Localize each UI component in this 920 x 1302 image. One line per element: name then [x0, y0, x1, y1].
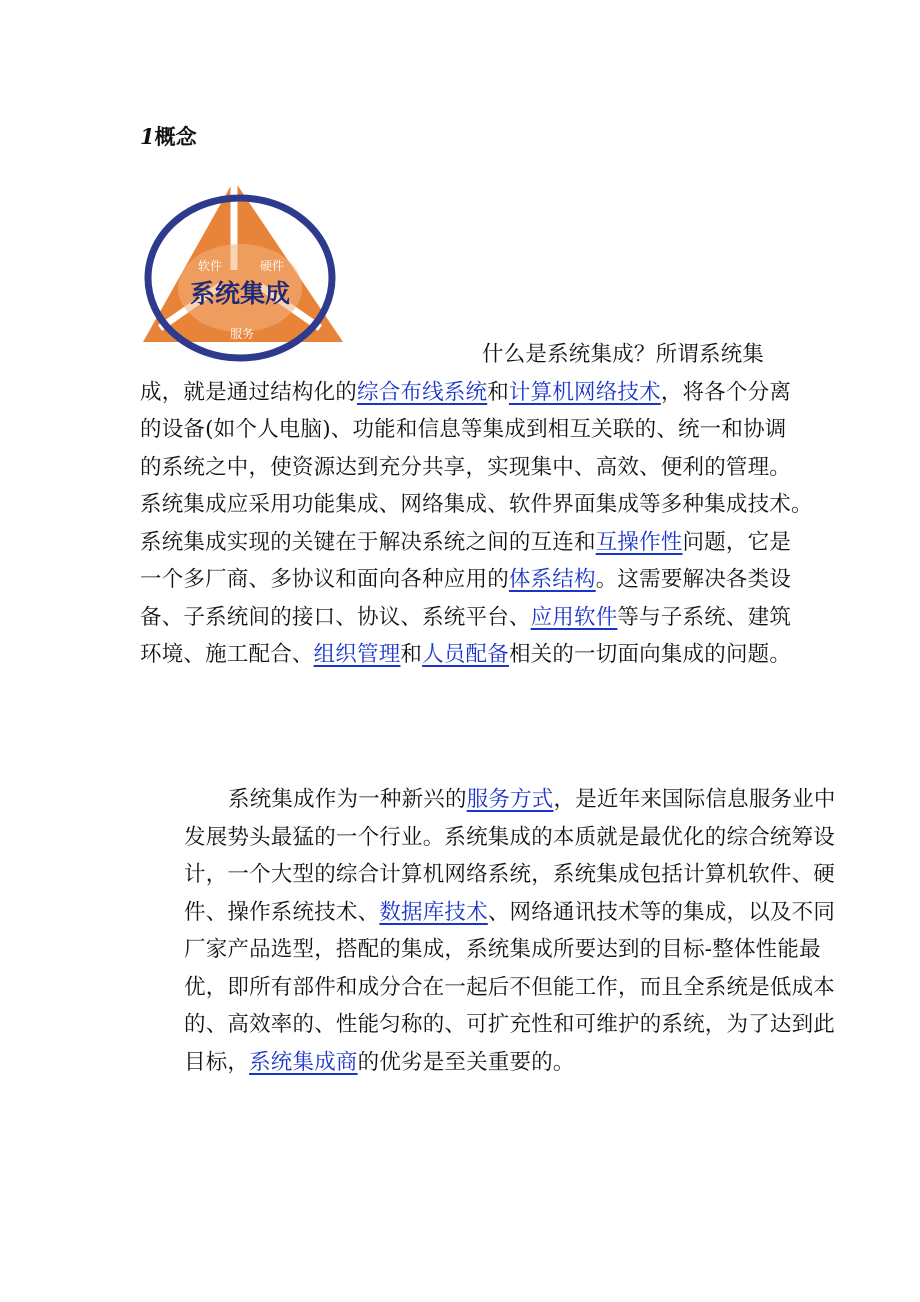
- text-line: 件、操作系统技术、数据库技术、网络通讯技术等的集成，以及不同: [184, 899, 836, 925]
- logo-bottom-text: 服务: [230, 327, 255, 341]
- section-heading: [140, 122, 197, 152]
- text-line: 厂家产品选型，搭配的集成，系统集成所要达到的目标-整体性能最: [184, 937, 821, 962]
- logo-right-text: 硬件: [260, 259, 285, 273]
- link-interoperability[interactable]: 互操作性: [595, 529, 683, 555]
- link-application-software[interactable]: 应用软件: [530, 604, 618, 630]
- text-line: 一个多厂商、多协议和面向各种应用的体系结构。这需要解决各类设: [140, 567, 792, 592]
- text-line: 系统集成作为一种新兴的服务方式，是近年来国际信息服务业中: [228, 787, 836, 812]
- link-system-integrator[interactable]: 系统集成商: [249, 1049, 358, 1075]
- text-line: 什么是系统集成？所谓系统集: [482, 342, 765, 367]
- link-network-technology[interactable]: 计算机网络技术: [508, 379, 661, 405]
- section-title: 概念: [154, 125, 197, 149]
- logo-center-text: 系统集成: [190, 279, 291, 308]
- link-staffing[interactable]: 人员配备: [422, 642, 509, 667]
- text-line: 的设备(如个人电脑)、功能和信息等集成到相互关联的、统一和协调: [140, 417, 787, 442]
- text-line: 环境、施工配合、组织管理和人员配备相关的一切面向集成的问题。: [140, 642, 792, 667]
- text-line: 目标，系统集成商的优劣是至关重要的。: [184, 1049, 575, 1075]
- text-line: 的、高效率的、性能匀称的、可扩充性和可维护的系统，为了达到此: [184, 1012, 836, 1037]
- section-number: 1: [140, 124, 155, 149]
- text-line: 发展势头最猛的一个行业。系统集成的本质就是最优化的综合统筹设: [184, 824, 836, 850]
- link-service-mode[interactable]: 服务方式: [466, 787, 554, 812]
- text-line: 系统集成应采用功能集成、网络集成、软件界面集成等多种集成技术。: [140, 492, 813, 517]
- paragraph-definition: [140, 336, 813, 674]
- text-line: 成，就是通过结构化的综合布线系统和计算机网络技术，将各个分离: [140, 379, 792, 405]
- link-architecture[interactable]: 体系结构: [508, 567, 596, 592]
- paragraph-industry: [140, 781, 836, 1081]
- text-line: 备、子系统间的接口、协议、系统平台、应用软件等与子系统、建筑: [140, 604, 792, 630]
- text-line: 计，一个大型的综合计算机网络系统，系统集成包括计算机软件、硬: [184, 862, 836, 887]
- text-line: 系统集成实现的关键在于解决系统之间的互连和互操作性问题，它是: [140, 529, 792, 555]
- link-organization-management[interactable]: 组织管理: [313, 642, 401, 667]
- link-database-technology[interactable]: 数据库技术: [379, 899, 488, 925]
- link-cabling-system[interactable]: 综合布线系统: [357, 379, 488, 405]
- text-line: 优，即所有部件和成分合在一起后不但能工作，而且全系统是低成本: [184, 974, 836, 1000]
- text-line: 的系统之中，使资源达到充分共享，实现集中、高效、便利的管理。: [140, 454, 792, 480]
- logo-left-text: 软件: [198, 259, 223, 273]
